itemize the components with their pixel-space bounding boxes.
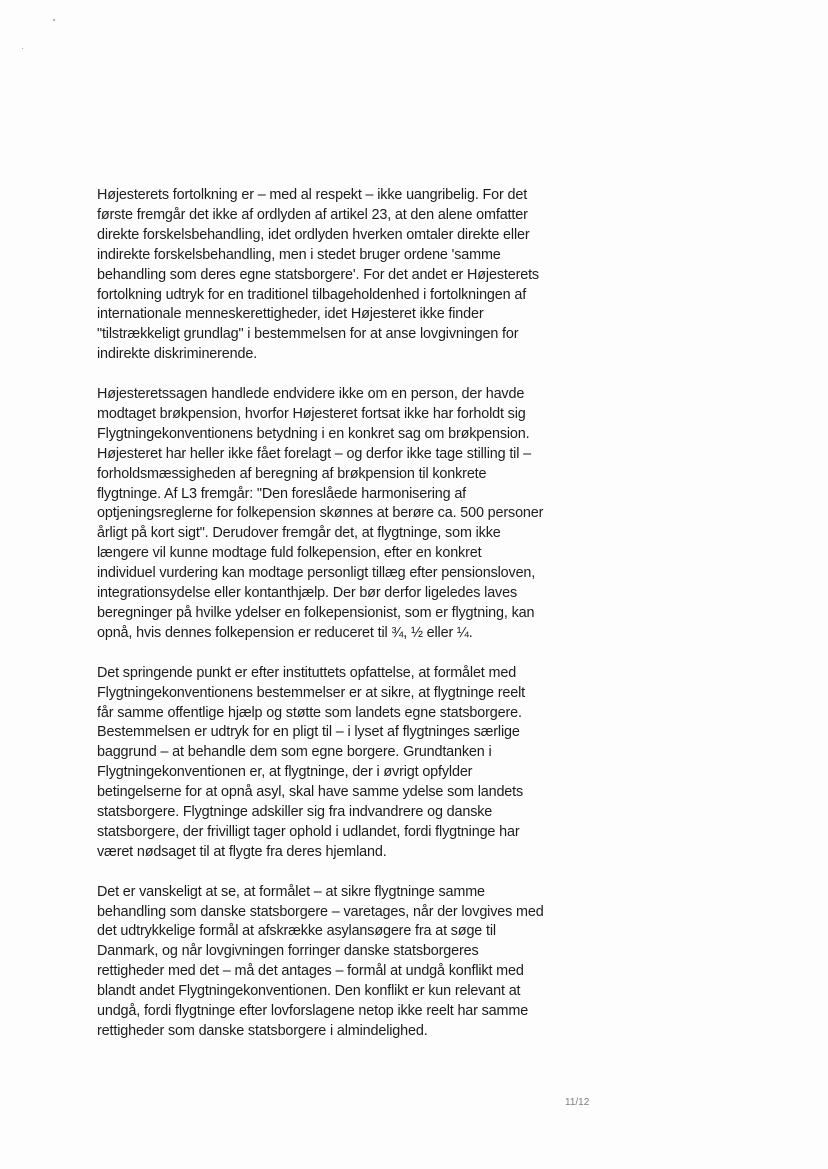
text-line: flygtninge. Af L3 fremgår: "Den foreslåede harmonisering af xyxy=(97,485,467,502)
text-line: rettigheder som danske statsborgere i almindelighed. xyxy=(97,1023,428,1040)
text-line: fortolkning udtryk for en traditionel tilbageholdenhed i fortolkningen af xyxy=(97,286,527,303)
text-line: beregninger på hvilke ydelser en folkepensionist, som er flygtning, kan xyxy=(97,605,535,622)
text-line: første fremgår det ikke af ordlyden af artikel 23, at den alene omfatter xyxy=(97,206,528,223)
text-line: Det er vanskeligt at se, at formålet – at sikre flygtninge samme xyxy=(97,883,485,900)
page-number: 11/12 xyxy=(565,1097,590,1108)
paragraph-purpose xyxy=(97,664,567,863)
text-line: Flygtningekonventionen er, at flygtninge, der i øvrigt opfylder xyxy=(97,764,473,781)
text-line: Bestemmelsen er udtryk for en pligt til – i lyset af flygtninges særlige xyxy=(97,724,520,741)
scan-speck xyxy=(22,48,23,49)
text-line: det udtrykkelige formål at afskrække asylansøgere fra at søge til xyxy=(97,923,496,940)
text-line: behandling som deres egne statsborgere'. For det andet er Højesterets xyxy=(97,266,539,283)
paragraph-hojesteret-interpretation xyxy=(97,186,567,365)
text-line: baggrund – at behandle dem som egne borgere. Grundtanken i xyxy=(97,744,492,761)
text-line: Danmark, og når lovgivningen forringer danske statsborgeres xyxy=(97,943,479,960)
text-line: indirekte diskriminerende. xyxy=(97,346,258,363)
text-line: Højesteretssagen handlede endvidere ikke om en person, der havde xyxy=(97,386,525,403)
text-line: Flygtningekonventionens betydning i en konkret sag om brøkpension. xyxy=(97,425,530,442)
text-line: direkte forskelsbehandling, idet ordlyden hverken omtaler direkte eller xyxy=(97,226,530,243)
text-line: individuel vurdering kan modtage personligt tillæg efter pensionsloven, xyxy=(97,565,536,582)
text-line: statsborgere, der frivilligt tager ophold i udlandet, fordi flygtninge har xyxy=(97,823,520,840)
text-line: Højesterets fortolkning er – med al respekt – ikke uangribelig. For det xyxy=(97,187,528,203)
paragraph-conclusion xyxy=(97,883,567,1042)
text-line: været nødsaget til at flygte fra deres hjemland. xyxy=(97,843,387,860)
text-line: årligt på kort sigt". Derudover fremgår det, at flygtninge, som ikke xyxy=(97,525,501,542)
text-line: opnå, hvis dennes folkepension er reduceret til ¾, ½ eller ¼. xyxy=(97,624,473,641)
text-line: "tilstrækkeligt grundlag" i bestemmelsen for at anse lovgivningen for xyxy=(97,326,519,343)
text-line: integrationsydelse eller kontanthjælp. Der bør derfor ligeledes laves xyxy=(97,585,517,602)
paragraph-brokpension xyxy=(97,385,567,644)
text-line: Højesteret har heller ikke fået forelagt – og derfor ikke tage stilling til – xyxy=(97,445,531,462)
text-line: forholdsmæssigheden af beregning af brøkpension til konkrete xyxy=(97,465,487,482)
text-line: Det springende punkt er efter instituttets opfattelse, at formålet med xyxy=(97,664,517,681)
text-line: behandling som danske statsborgere – varetages, når der lovgives med xyxy=(97,903,544,920)
text-line: rettigheder med det – må det antages – formål at undgå konflikt med xyxy=(97,963,524,980)
text-line: optjeningsreglerne for folkepension skønnes at berøre ca. 500 personer xyxy=(97,505,544,522)
text-line: længere vil kunne modtage fuld folkepension, efter en konkret xyxy=(97,545,482,562)
text-line: indirekte forskelsbehandling, men i stedet bruger ordene 'samme xyxy=(97,246,501,263)
text-line: statsborgere. Flygtninge adskiller sig fra indvandrere og danske xyxy=(97,804,493,821)
text-line: modtaget brøkpension, hvorfor Højesteret fortsat ikke har forholdt sig xyxy=(97,405,526,422)
document-body xyxy=(97,186,567,1062)
text-line: internationale menneskerettigheder, idet Højesteret ikke finder xyxy=(97,306,484,323)
text-line: undgå, fordi flygtninge efter lovforslagene netop ikke reelt har samme xyxy=(97,1003,529,1020)
text-line: blandt andet Flygtningekonventionen. Den konflikt er kun relevant at xyxy=(97,983,521,1000)
scan-speck xyxy=(53,19,55,21)
text-line: får samme offentlige hjælp og støtte som landets egne statsborgere. xyxy=(97,704,522,721)
text-line: Flygtningekonventionens bestemmelser er at sikre, at flygtninge reelt xyxy=(97,684,525,701)
text-line: betingelserne for at opnå asyl, skal have samme ydelse som landets xyxy=(97,784,524,801)
